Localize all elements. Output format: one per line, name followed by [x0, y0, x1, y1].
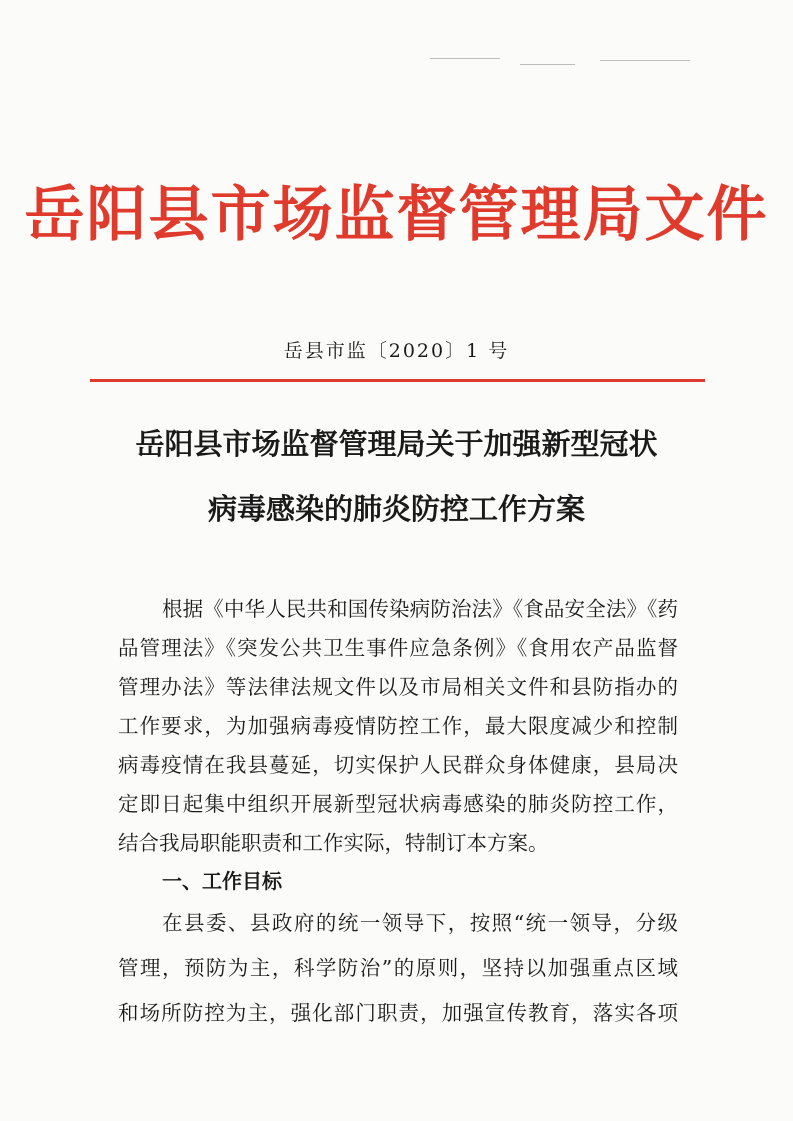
section-1-heading: 一、工作目标 [162, 869, 282, 893]
document-number: 岳县市监〔2020〕1 号 [283, 340, 510, 362]
scan-artifact [520, 64, 575, 65]
paragraph-line: 管理，预防为主，科学防治”的原则，坚持以加强重点区域 [118, 956, 678, 980]
paragraph-line: 病毒疫情在我县蔓延，切实保护人民群众身体健康，县局决 [118, 753, 678, 777]
issuer-header-title: 岳阳县市场监督管理局文件 [24, 180, 769, 250]
scan-artifact [430, 58, 500, 59]
paragraph-line: 定即日起集中组织开展新型冠状病毒感染的肺炎防控工作， [118, 792, 678, 816]
paragraph-line: 工作要求，为加强病毒疫情防控工作，最大限度减少和控制 [118, 714, 678, 738]
scan-artifact [600, 60, 690, 61]
paragraph-line: 结合我局职能职责和工作实际，特制订本方案。 [118, 831, 549, 855]
paragraph-line: 品管理法》《突发公共卫生事件应急条例》《食用农产品监督 [118, 636, 678, 660]
header-red-divider [90, 379, 705, 382]
paragraph-line: 管理办法》等法律法规文件以及市局相关文件和县防指办的 [118, 675, 678, 699]
paragraph-line: 和场所防控为主，强化部门职责，加强宣传教育，落实各项 [118, 1001, 678, 1025]
document-title-line-1: 岳阳县市场监督管理局关于加强新型冠状 [135, 427, 658, 461]
paragraph-line: 根据《中华人民共和国传染病防治法》《食品安全法》《药 [162, 597, 678, 621]
paragraph-line: 在县委、县政府的统一领导下，按照“统一领导，分级 [162, 911, 678, 935]
document-title-line-2: 病毒感染的肺炎防控工作方案 [207, 492, 585, 526]
